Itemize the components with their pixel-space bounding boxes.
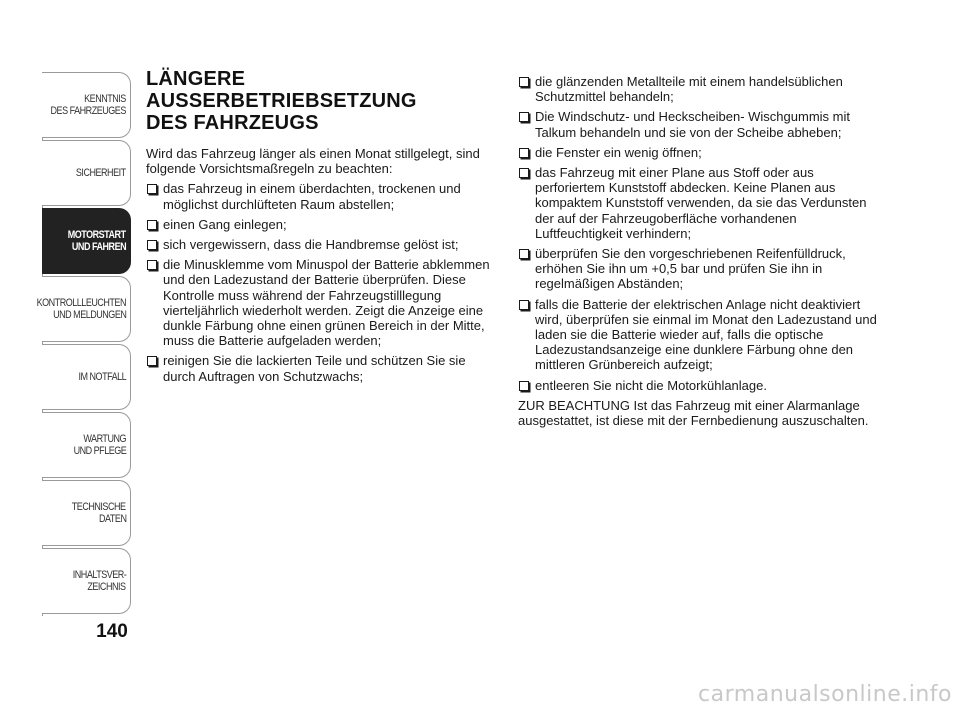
section-title [146, 68, 501, 134]
tab-label: INHALTSVER- [72, 569, 126, 581]
tab-label: DATEN [98, 513, 126, 525]
list-item: das Fahrzeug in einem überdachten, trockenen und möglichst durchlüfteten Raum abstellen; [146, 181, 501, 211]
tab-label: DES FAHRZEUGES [50, 105, 126, 117]
list-item: überprüfen Sie den vorgeschriebenen Reifenfülldruck, erhöhen Sie ihn um +0,5 bar und prüfen Sie ihn in regelmäßigen Abständen; [518, 246, 878, 292]
list-item: sich vergewissern, dass die Handbremse gelöst ist; [146, 237, 501, 252]
tab-sicherheit[interactable] [42, 140, 131, 206]
tab-label: KENNTNIS [84, 93, 126, 105]
list-item: Die Windschutz- und Heckscheiben- Wischgummis mit Talkum behandeln und sie von der Scheibe abheben; [518, 109, 878, 139]
intro-paragraph: Wird das Fahrzeug länger als einen Monat stillgelegt, sind folgende Vorsichtsmaßregeln zu beachten: [146, 146, 480, 177]
tab-label: IM NOTFALL [78, 371, 126, 383]
tab-label: UND PFLEGE [73, 445, 126, 457]
list-item: die Fenster ein wenig öffnen; [518, 145, 878, 160]
left-column [146, 68, 501, 389]
watermark: carmanualsonline.info [698, 682, 952, 707]
tab-im-notfall[interactable] [42, 344, 131, 410]
tab-label: UND FAHREN [71, 241, 126, 253]
tab-motorstart-und-fahren[interactable] [42, 208, 131, 274]
tab-label: MOTORSTART [68, 229, 126, 241]
tab-label: WARTUNG [83, 433, 126, 445]
tab-label: KONTROLLLEUCHTEN [36, 297, 126, 309]
page-number: 140 [96, 621, 128, 642]
section-title-line: LÄNGERE AUSSERBETRIEBSETZUNG [146, 68, 417, 112]
tab-kenntnis-des-fahrzeuges[interactable] [42, 72, 131, 138]
list-item: das Fahrzeug mit einer Plane aus Stoff oder aus perforiertem Kunststoff abdecken. Keine Planen aus kompaktem Kunststoff verwenden, da sie das Verdunsten der auf der Fahrzeugoberfläche vorhandenen Luftfeuchtigkeit verhindern; [518, 165, 878, 241]
tab-technische-daten[interactable] [42, 480, 131, 546]
tab-label: UND MELDUNGEN [52, 309, 126, 321]
tab-label: TECHNISCHE [72, 501, 126, 513]
note-paragraph: ZUR BEACHTUNG Ist das Fahrzeug mit einer Alarmanlage ausgestattet, ist diese mit der Fernbedienung auszuschalten. [518, 397, 869, 429]
tab-inhaltsverzeichnis[interactable] [42, 548, 131, 614]
section-title-line: DES FAHRZEUGS [146, 112, 319, 134]
tab-label: SICHERHEIT [76, 167, 126, 179]
tab-label: ZEICHNIS [87, 581, 126, 593]
list-item: falls die Batterie der elektrischen Anlage nicht deaktiviert wird, überprüfen sie einmal im Monat den Ladezustand und laden sie die Batterie wieder auf, falls die optische Ladezustandsanzeige eine dunklere Färbung ohne den mittleren Grünbereich aufzeigt; [518, 297, 878, 373]
tab-wartung-und-pflege[interactable] [42, 412, 131, 478]
list-item: einen Gang einlegen; [146, 217, 501, 232]
right-column [518, 74, 878, 433]
list-item: die glänzenden Metallteile mit einem handelsüblichen Schutzmittel behandeln; [518, 74, 878, 104]
list-item: die Minusklemme vom Minuspol der Batterie abklemmen und den Ladezustand der Batterie überprüfen. Diese Kontrolle muss während der Fahrzeugstilllegung vierteljährlich wiederholt werden. Zeigt die Anzeige eine dunkle Färbung ohne einen grünen Bereich in der Mitte, muss die Batterie aufgeladen werden; [146, 257, 501, 348]
list-item: reinigen Sie die lackierten Teile und schützen Sie sie durch Auftragen von Schutzwachs; [146, 353, 501, 383]
list-item: entleeren Sie nicht die Motorkühlanlage. [518, 378, 878, 393]
tab-kontrollleuchten-und-meldungen[interactable] [36, 276, 131, 342]
